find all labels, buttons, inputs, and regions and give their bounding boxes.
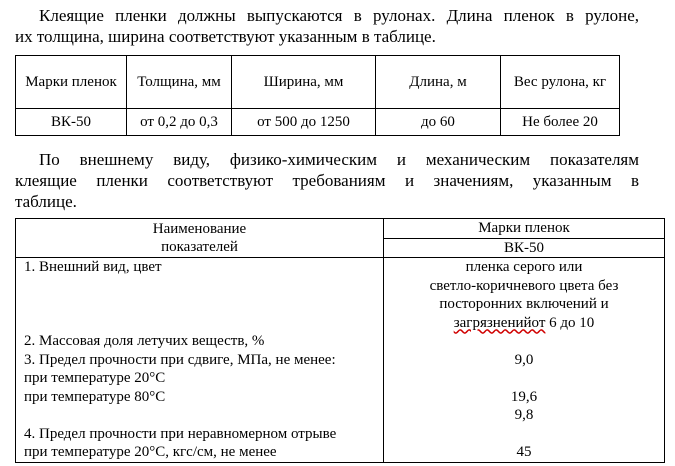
header-indicators-line-1: Наименование: [152, 220, 247, 237]
indicators-cell: [16, 258, 384, 463]
req-line-2: клеящие пленки соответствуют требованиям и значениям, указанным в: [15, 171, 639, 190]
indicator-shear-20: при температуре 20°С: [24, 370, 166, 386]
indicator-shear-80: при температуре 80°С: [24, 388, 166, 405]
properties-table: [15, 218, 665, 463]
value-appearance-4: [384, 314, 664, 333]
header-width: Ширина, мм: [232, 56, 376, 109]
indicator-shear-strength: 3. Предел прочности при сдвиге, МПа, не менее:: [24, 351, 336, 368]
value-shear-20: 19,6: [510, 388, 538, 405]
requirements-paragraph: [15, 149, 639, 212]
indicator-volatile: 2. Массовая доля летучих веществ, %: [24, 333, 265, 349]
value-shear-80: 9,8: [514, 407, 534, 423]
value-peel-20: 45: [516, 444, 532, 460]
req-line-1: По внешнему виду, физико-химическим и механическим показателям: [39, 150, 639, 169]
value-appearance-1: пленка серого или: [465, 259, 583, 275]
roll-parameters-table: [15, 55, 620, 136]
indicator-peel-strength: 4. Предел прочности при неравномерном отрыве: [24, 425, 337, 442]
value-appearance-2: светло-коричневого цвета без: [429, 277, 619, 294]
req-line-3: таблице.: [15, 192, 77, 211]
table-header-row: [16, 56, 620, 109]
intro-line-2: их толщина, ширина соответствуют указанным в таблице.: [15, 27, 436, 46]
header-roll-weight: Вес рулона, кг: [501, 56, 620, 109]
value-volatile: 6 до 10: [545, 314, 595, 331]
header-indicators: [16, 219, 384, 258]
value-appearance-3: посторонних включений и: [439, 296, 609, 312]
table-row: [16, 258, 665, 463]
header-grade-vk50: ВК-50: [384, 238, 665, 258]
misspelled-word: загрязненийот: [453, 314, 546, 331]
header-indicators-line-2: показателей: [161, 239, 238, 255]
header-thickness: Толщина, мм: [127, 56, 232, 109]
cell-width: от 500 до 1250: [232, 109, 376, 136]
indicator-peel-20: при температуре 20°С, кгс/см, не менее: [24, 444, 277, 460]
cell-thickness: от 0,2 до 0,3: [127, 109, 232, 136]
header-row-1: [16, 219, 665, 239]
header-grade: Марки пленок: [16, 56, 127, 109]
cell-length: до 60: [376, 109, 501, 136]
indicator-appearance: 1. Внешний вид, цвет: [24, 259, 162, 275]
table-row: [16, 109, 620, 136]
header-film-grades: Марки пленок: [384, 219, 665, 239]
cell-roll-weight: Не более 20: [501, 109, 620, 136]
values-cell: [384, 258, 665, 463]
value-shear-min: 9,0: [514, 351, 534, 368]
intro-paragraph: [15, 5, 639, 47]
cell-grade: ВК-50: [16, 109, 127, 136]
intro-line-1: Клеящие пленки должны выпускаются в рулонах. Длина пленок в рулоне,: [39, 6, 639, 25]
header-length: Длина, м: [376, 56, 501, 109]
